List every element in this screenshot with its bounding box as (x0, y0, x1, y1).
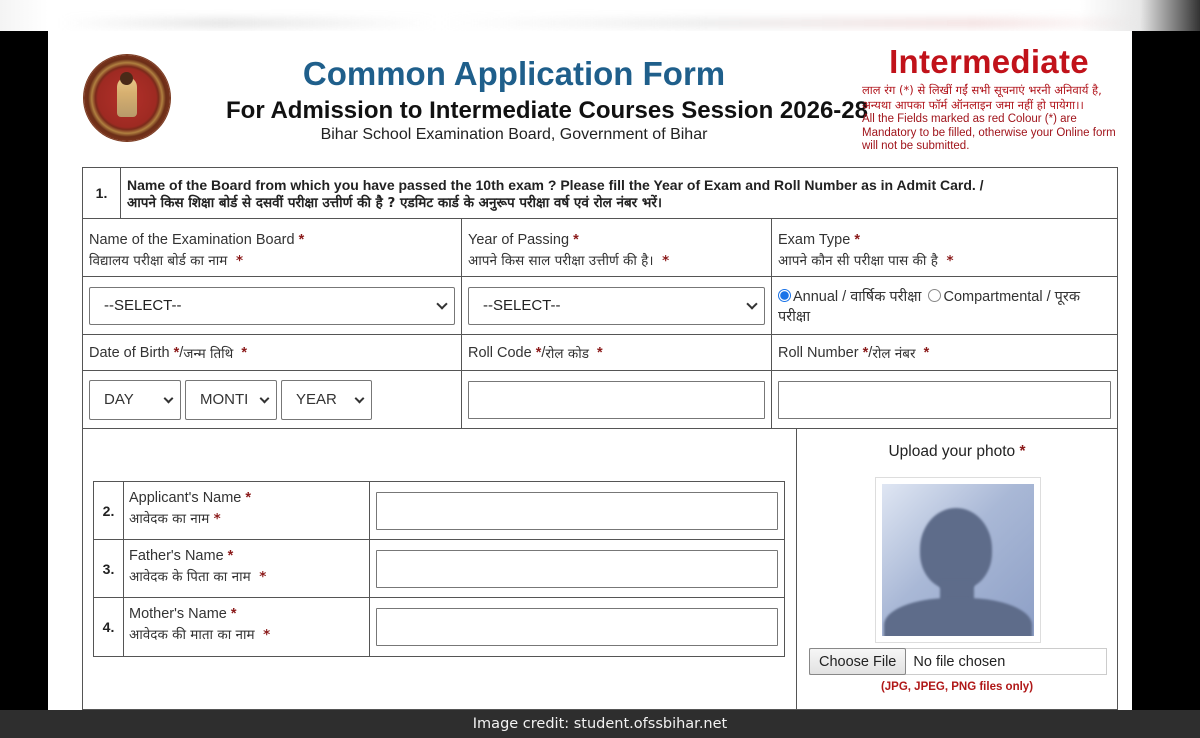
roll-number-label-hi: रोल नंबर (872, 345, 916, 362)
chevron-down-icon (260, 393, 270, 403)
photo-file-input[interactable] (809, 648, 1107, 675)
label-hi: आवेदक के पिता का नाम (129, 569, 251, 585)
notice-english: All the Fields marked as red Colour (*) are Mandatory to be filled, otherwise your Online form will not be submitted. (862, 113, 1116, 152)
chevron-down-icon (355, 393, 365, 403)
roll-code-label-en: Roll Code (468, 344, 532, 361)
application-form-page (48, 31, 1132, 710)
input-cell (370, 482, 784, 539)
notice-hindi: लाल रंग (*) से लिखीं गईं सभी सूचनाएं भरनी अनिवार्य है, अन्यथा आपका फॉर्म ऑनलाइन जमा नहीं हो पायेगा।। (862, 83, 1102, 112)
dob-year-value: YEAR (296, 391, 337, 408)
row-number: 2. (94, 482, 124, 539)
year-label (462, 219, 772, 276)
upload-photo-label (797, 443, 1117, 461)
father-name-label (124, 540, 370, 597)
exam-type-label (772, 219, 1117, 276)
page-subtitle: For Admission to Intermediate Courses Session 2026-28 (226, 97, 868, 124)
names-panel (83, 429, 797, 709)
question-english: Name of the Board from which you have passed the 10th exam ? Please fill the Year of Exam and Roll Number as in Admit Card. / (127, 177, 984, 193)
exam-type-cell (772, 277, 1117, 334)
dob-label-hi: जन्म तिथि (183, 345, 234, 362)
chevron-down-icon (746, 298, 757, 309)
required-mark: * (213, 511, 221, 527)
board-select-value: --SELECT-- (104, 297, 182, 314)
required-mark: * (241, 344, 248, 361)
chevron-down-icon (436, 298, 447, 309)
board-label-hi: विद्यालय परीक्षा बोर्ड का नाम (89, 253, 228, 269)
dob-inputs-row (83, 371, 1117, 429)
form-table (82, 167, 1118, 710)
required-mark: * (298, 232, 305, 248)
year-label-en: Year of Passing (468, 232, 570, 248)
board-select-cell (83, 277, 462, 334)
label-en: Mother's Name (129, 606, 227, 622)
required-mark: * (230, 606, 237, 622)
blurred-top-strip (0, 0, 1200, 31)
person-silhouette-icon (882, 484, 1034, 636)
label-en: Father's Name (129, 548, 224, 564)
image-credit-caption: Image credit: student.ofssbihar.net (0, 710, 1200, 738)
required-mark: * (662, 253, 670, 269)
input-cell (370, 540, 784, 597)
board-label-en: Name of the Examination Board (89, 232, 295, 248)
father-name-input[interactable] (376, 550, 778, 588)
dob-month-select[interactable] (185, 380, 277, 420)
label-hi: आवेदक का नाम (129, 511, 210, 527)
personal-details-section (83, 429, 1117, 709)
roll-code-label-hi: रोल कोड (545, 345, 589, 362)
required-mark: * (235, 253, 244, 269)
required-mark: * (173, 344, 180, 361)
separator: / (541, 344, 546, 361)
board-labels-row (83, 219, 1117, 277)
silhouette-body (884, 598, 1032, 636)
applicant-name-input[interactable] (376, 492, 778, 530)
applicant-name-label (124, 482, 370, 539)
emblem-figure-head (120, 72, 133, 85)
mother-name-label (124, 598, 370, 656)
board-inputs-row (83, 277, 1117, 335)
compartmental-radio-label[interactable]: Compartmental / पूरक परीक्षा (778, 288, 1080, 325)
photo-upload-panel (797, 429, 1117, 709)
table-row (94, 482, 784, 540)
dob-labels-row (83, 335, 1117, 371)
dob-label-en: Date of Birth (89, 344, 170, 361)
year-select-cell (462, 277, 772, 334)
silhouette-head (920, 508, 992, 590)
roll-number-input[interactable] (778, 381, 1111, 419)
roll-number-label (772, 335, 1117, 370)
input-cell (370, 598, 784, 656)
dob-year-select[interactable] (281, 380, 372, 420)
dob-day-select[interactable] (89, 380, 181, 420)
required-mark: * (923, 344, 930, 361)
chevron-down-icon (164, 393, 174, 403)
file-status: No file chosen (913, 653, 1006, 670)
mandatory-notice (858, 43, 1120, 154)
section-number: 1. (83, 168, 121, 218)
roll-code-input[interactable] (468, 381, 765, 419)
required-mark: * (227, 548, 234, 564)
exam-type-radio-group (778, 285, 1111, 327)
question-hindi: आपने किस शिक्षा बोर्ड से दसवीं परीक्षा उत्तीर्ण की है ? एडमिट कार्ड के अनुरूप परीक्षा वर्ष एवं रोल नंबर भरें। (127, 195, 663, 211)
separator: / (868, 344, 873, 361)
stream-title: Intermediate (889, 43, 1089, 80)
required-mark: * (245, 490, 252, 506)
required-mark: * (946, 253, 954, 269)
required-mark: * (535, 344, 542, 361)
dob-selects-cell (83, 371, 462, 428)
label-hi: आवेदक की माता का नाम (129, 627, 255, 643)
year-label-hi: आपने किस साल परीक्षा उत्तीर्ण की है। (468, 253, 654, 269)
roll-number-cell (772, 371, 1117, 428)
annual-radio-label[interactable]: Annual / वार्षिक परीक्षा (793, 288, 922, 305)
section-1-question (121, 168, 990, 218)
roll-code-cell (462, 371, 772, 428)
row-number: 3. (94, 540, 124, 597)
table-row (94, 598, 784, 656)
dob-label (83, 335, 462, 370)
dob-month-value: MONTI (200, 391, 249, 408)
roll-number-label-en: Roll Number (778, 344, 859, 361)
separator: / (179, 344, 184, 361)
label-en: Applicant's Name (129, 490, 242, 506)
mother-name-input[interactable] (376, 608, 778, 646)
upload-photo-text: Upload your photo (888, 443, 1016, 460)
year-select-value: --SELECT-- (483, 297, 561, 314)
names-table (93, 481, 785, 657)
page-title: Common Application Form (302, 55, 726, 92)
required-mark: * (573, 232, 579, 248)
required-mark: * (1019, 443, 1026, 460)
required-mark: * (263, 627, 271, 643)
table-row (94, 540, 784, 598)
required-mark: * (259, 569, 267, 585)
file-type-note: (JPG, JPEG, PNG files only) (880, 681, 1034, 693)
dob-day-value: DAY (104, 391, 134, 408)
annual-radio[interactable] (778, 289, 791, 302)
board-select[interactable] (89, 287, 455, 325)
choose-file-button[interactable]: Choose File (809, 648, 906, 675)
section-1-header (83, 168, 1117, 219)
row-number: 4. (94, 598, 124, 656)
required-mark: * (597, 344, 603, 361)
roll-code-label (462, 335, 772, 370)
board-label (83, 219, 462, 276)
compartmental-radio[interactable] (928, 289, 941, 302)
year-select[interactable] (468, 287, 765, 325)
required-mark: * (854, 232, 860, 248)
organization-name: Bihar School Examination Board, Government of Bihar (320, 126, 708, 143)
photo-preview (875, 477, 1041, 643)
bseb-emblem-icon (84, 55, 170, 141)
required-mark: * (862, 344, 869, 361)
exam-type-label-hi: आपने कौन सी परीक्षा पास की है (778, 253, 938, 269)
exam-type-label-en: Exam Type (778, 232, 851, 248)
